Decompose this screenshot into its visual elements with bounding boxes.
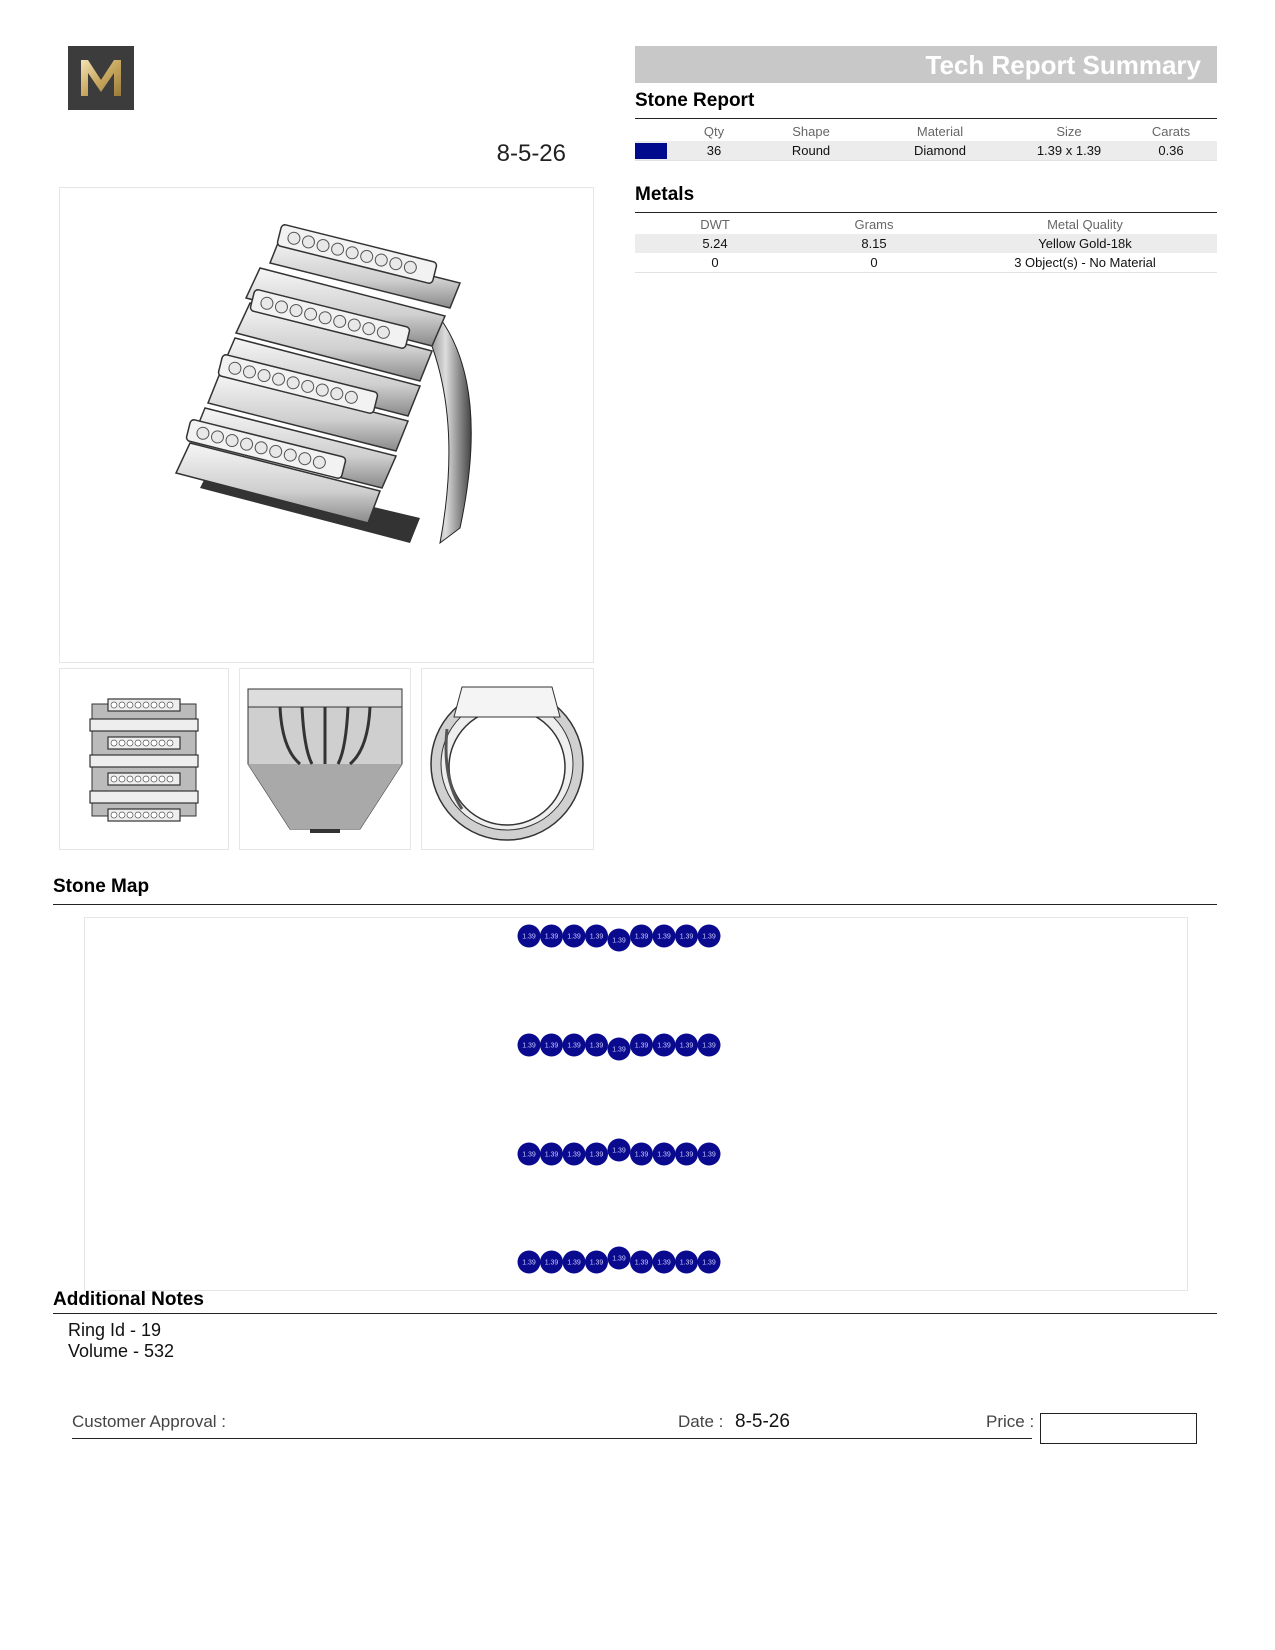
stone-size-label: 1.39	[612, 1147, 626, 1155]
stone-map-stone	[630, 1034, 653, 1057]
stone-size-label: 1.39	[522, 1042, 536, 1050]
stone-map-stone	[585, 1251, 608, 1274]
stone-size-label: 1.39	[612, 1255, 626, 1263]
stone-size-label: 1.39	[567, 1259, 581, 1267]
stone-size-label: 1.39	[612, 1046, 626, 1054]
customer-approval-label: Customer Approval :	[72, 1412, 227, 1431]
stone-size-label: 1.39	[679, 933, 694, 941]
stone-size-label: 1.39	[634, 1151, 649, 1159]
price-input[interactable]	[1040, 1413, 1197, 1444]
metal-dwt: 0	[635, 253, 795, 273]
stone-map-stone	[540, 1143, 563, 1166]
stone-map-stone	[630, 1143, 653, 1166]
note-volume: Volume - 532	[68, 1341, 175, 1361]
stone-map-stone	[608, 1038, 631, 1061]
stone-map-stone	[630, 1251, 653, 1274]
metal-grams: 0	[795, 253, 953, 273]
stone-map-stone	[653, 1034, 676, 1057]
stone-map-rule	[53, 904, 1217, 905]
metal-quality: 3 Object(s) - No Material	[953, 253, 1217, 273]
metals-title: Metals	[635, 184, 695, 205]
stone-map-stone	[675, 1143, 698, 1166]
stone-size: 1.39 x 1.39	[1013, 141, 1125, 161]
report-title-bar	[635, 46, 1217, 83]
stone-size-label: 1.39	[679, 1259, 694, 1267]
stone-size-label: 1.39	[634, 933, 649, 941]
col-header-material: Material	[916, 123, 964, 139]
stone-size-label: 1.39	[567, 1042, 581, 1050]
stone-map-stone	[698, 1034, 721, 1057]
stone-map-stone	[585, 1143, 608, 1166]
stone-map-stone	[675, 1251, 698, 1274]
stone-color-swatch	[635, 143, 667, 159]
metals-rule	[635, 212, 1217, 213]
stone-size-label: 1.39	[657, 1259, 671, 1267]
stone-size-label: 1.39	[702, 1259, 716, 1267]
metal-dwt: 5.24	[635, 234, 795, 253]
col-header-grams: Grams	[854, 216, 894, 232]
stone-size-label: 1.39	[657, 1151, 671, 1159]
table-row	[635, 141, 1217, 161]
table-row	[635, 253, 1217, 273]
stone-map-stone	[698, 1143, 721, 1166]
stone-map-stone	[563, 1251, 586, 1274]
stone-carats: 0.36	[1125, 141, 1217, 161]
additional-notes-title: Additional Notes	[53, 1289, 204, 1310]
stone-map-stone	[563, 1034, 586, 1057]
col-header-shape: Shape	[792, 123, 830, 139]
stone-qty: 36	[673, 141, 755, 161]
stone-size-label: 1.39	[544, 1042, 559, 1050]
stone-size-label: 1.39	[589, 1042, 604, 1050]
stone-map-stone	[563, 925, 586, 948]
stone-size-label: 1.39	[522, 1151, 536, 1159]
ring-front-view-image	[421, 668, 594, 850]
stone-map-stone	[608, 929, 631, 952]
ring-side-view-image	[239, 668, 411, 850]
stone-report-rule	[635, 118, 1217, 119]
ring-perspective-image	[59, 187, 594, 663]
col-header-dwt: DWT	[700, 216, 730, 232]
stone-shape: Round	[755, 141, 867, 161]
metal-grams: 8.15	[795, 234, 953, 253]
metal-quality: Yellow Gold-18k	[953, 234, 1217, 253]
approval-signature-line	[72, 1438, 1032, 1439]
logo-m-icon	[68, 46, 134, 110]
stone-map-stone	[518, 1143, 541, 1166]
stone-size-label: 1.39	[544, 1151, 559, 1159]
stone-map-stone	[630, 925, 653, 948]
stone-size-label: 1.39	[634, 1259, 649, 1267]
stone-map	[84, 917, 1188, 1291]
stone-size-label: 1.39	[522, 933, 536, 941]
stone-map-stone	[585, 1034, 608, 1057]
stone-map-stone	[540, 1251, 563, 1274]
ring-top-view-image	[59, 668, 229, 850]
stone-map-stone	[608, 1139, 631, 1162]
stone-map-stone	[698, 1251, 721, 1274]
stone-report-table	[635, 121, 1217, 161]
stone-size-label: 1.39	[567, 1151, 581, 1159]
table-row	[635, 234, 1217, 253]
approval-date-value: 8-5-26	[735, 1411, 790, 1432]
col-header-qty: Qty	[703, 123, 725, 139]
stone-size-label: 1.39	[702, 1042, 716, 1050]
col-header-size: Size	[1056, 123, 1082, 139]
price-label: Price :	[986, 1412, 1035, 1431]
note-ring-id: Ring Id - 19	[68, 1320, 162, 1340]
stone-map-stone	[608, 1247, 631, 1270]
stone-map-stone	[653, 1251, 676, 1274]
stone-size-label: 1.39	[544, 933, 559, 941]
stone-size-label: 1.39	[679, 1042, 694, 1050]
stone-size-label: 1.39	[589, 1151, 604, 1159]
col-header-metal-quality: Metal Quality	[1047, 216, 1123, 232]
company-logo	[68, 46, 134, 110]
col-header-carats: Carats	[1151, 123, 1191, 139]
report-title: Tech Report Summary	[925, 50, 1201, 80]
stone-size-label: 1.39	[679, 1151, 694, 1159]
stone-map-stone	[675, 1034, 698, 1057]
stone-map-stone	[518, 1034, 541, 1057]
stone-map-stone	[540, 1034, 563, 1057]
header-date: 8-5-26	[496, 140, 566, 167]
stone-map-stone	[518, 1251, 541, 1274]
stone-map-stone	[653, 1143, 676, 1166]
stone-map-title: Stone Map	[53, 876, 150, 897]
stone-map-stone	[585, 925, 608, 948]
stone-map-stone	[698, 925, 721, 948]
stone-map-stone	[653, 925, 676, 948]
stone-size-label: 1.39	[544, 1259, 559, 1267]
stone-size-label: 1.39	[522, 1259, 536, 1267]
stone-size-label: 1.39	[589, 933, 604, 941]
stone-map-stone	[675, 925, 698, 948]
stone-size-label: 1.39	[634, 1042, 649, 1050]
stone-map-stone	[563, 1143, 586, 1166]
stone-map-stone	[540, 925, 563, 948]
stone-material: Diamond	[867, 141, 1013, 161]
stone-report-title: Stone Report	[635, 90, 755, 111]
stone-map-stone	[518, 925, 541, 948]
metals-table	[635, 214, 1217, 273]
stone-size-label: 1.39	[657, 1042, 671, 1050]
approval-date-label: Date :	[678, 1412, 724, 1431]
stone-size-label: 1.39	[589, 1259, 604, 1267]
stone-size-label: 1.39	[702, 933, 716, 941]
stone-size-label: 1.39	[567, 933, 581, 941]
stone-size-label: 1.39	[612, 937, 626, 945]
additional-notes-rule	[53, 1313, 1217, 1314]
stone-size-label: 1.39	[702, 1151, 716, 1159]
stone-size-label: 1.39	[657, 933, 671, 941]
